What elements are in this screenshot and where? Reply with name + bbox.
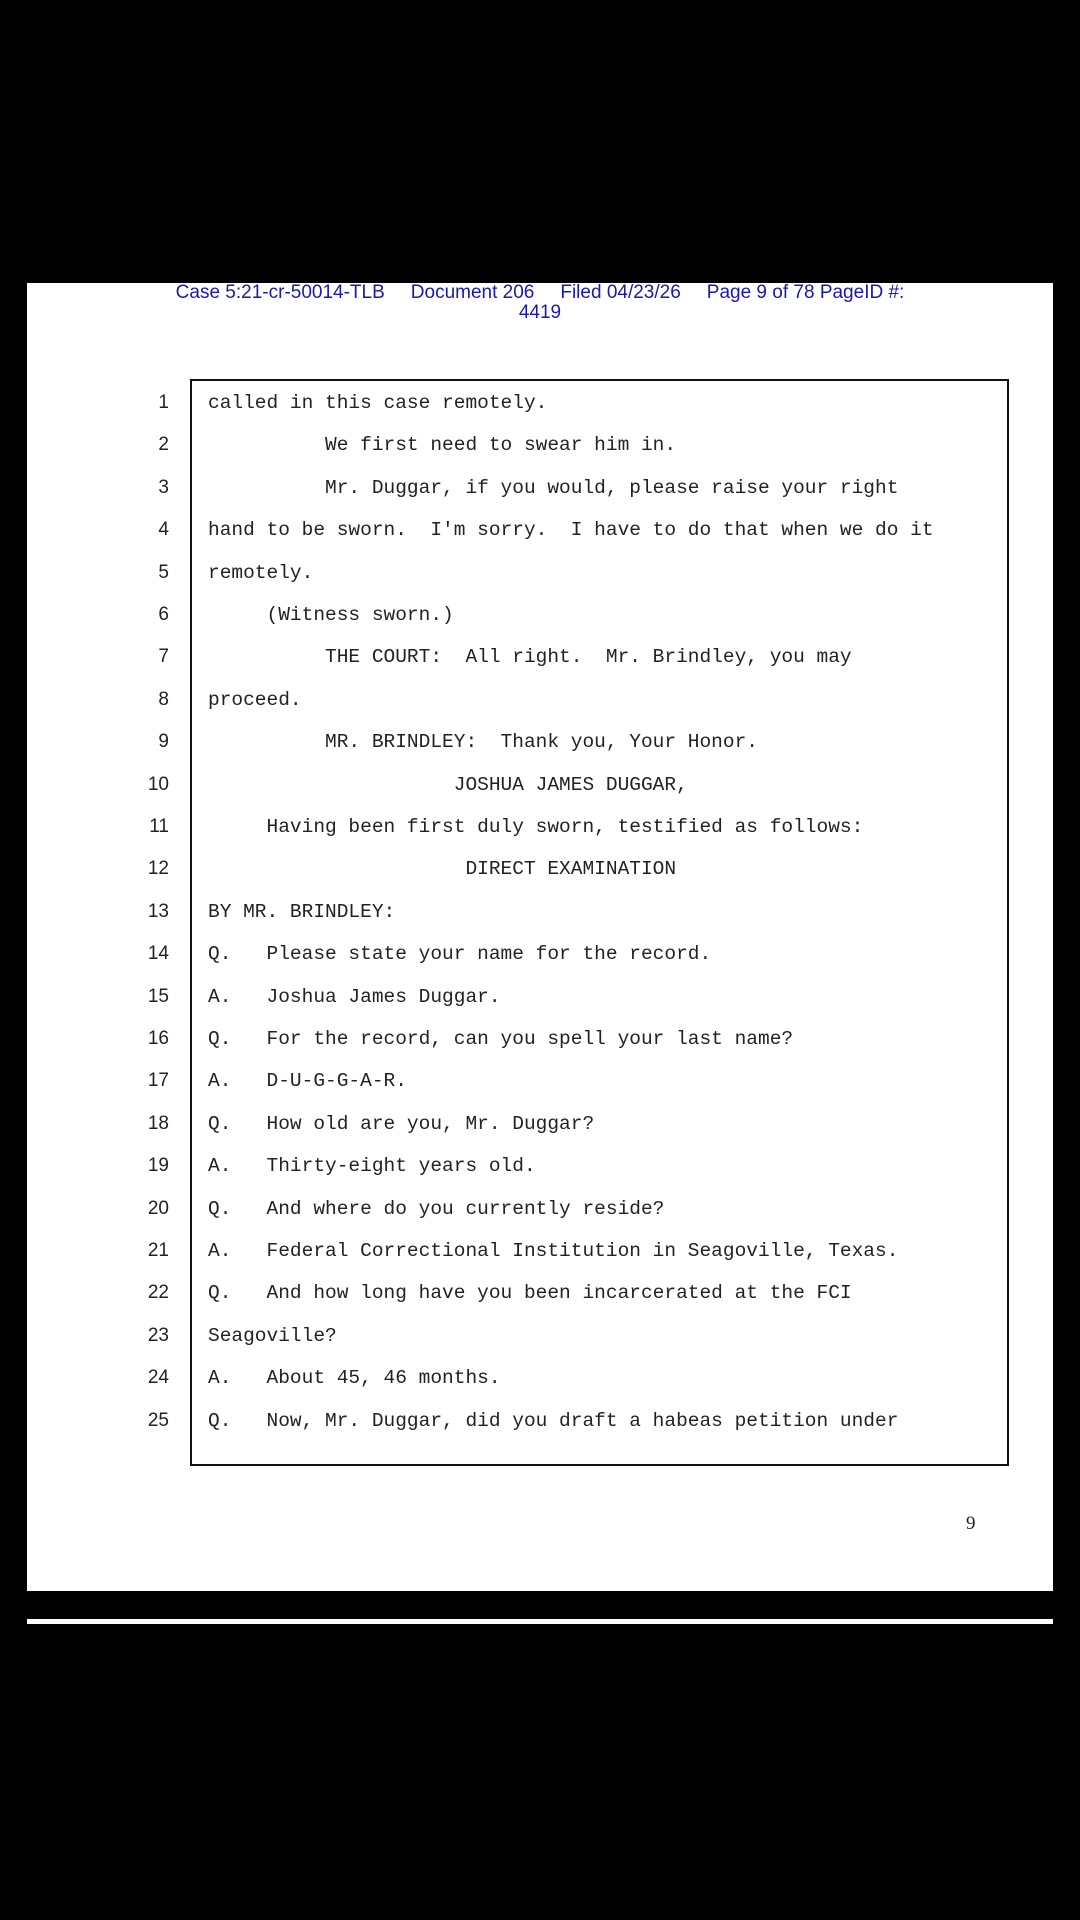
line-number: 24 <box>147 1367 169 1388</box>
line-number: 3 <box>158 477 169 498</box>
line-number: 2 <box>158 434 169 455</box>
line-number: 15 <box>147 986 169 1007</box>
line-number: 13 <box>147 901 169 922</box>
transcript-line: A. About 45, 46 months. <box>208 1367 501 1389</box>
line-number: 19 <box>147 1155 169 1176</box>
line-number: 1 <box>158 392 169 413</box>
document-page <box>27 283 1053 1591</box>
line-number: 9 <box>158 731 169 752</box>
line-number: 4 <box>158 519 169 540</box>
header-line <box>27 283 1053 303</box>
transcript-line: A. Joshua James Duggar. <box>208 986 501 1008</box>
transcript-line: JOSHUA JAMES DUGGAR, <box>208 774 688 796</box>
transcript-line: (Witness sworn.) <box>208 604 454 626</box>
transcript-line: A. Federal Correctional Institution in Seagoville, Texas. <box>208 1240 899 1262</box>
transcript-line: MR. BRINDLEY: Thank you, Your Honor. <box>208 731 758 753</box>
transcript-line: Seagoville? <box>208 1325 337 1347</box>
line-number: 11 <box>149 816 169 837</box>
transcript-line: THE COURT: All right. Mr. Brindley, you may <box>208 646 852 668</box>
transcript-line: remotely. <box>208 562 314 584</box>
transcript-line: Q. For the record, can you spell your last name? <box>208 1028 794 1050</box>
line-number: 23 <box>147 1325 169 1346</box>
transcript-line: proceed. <box>208 689 302 711</box>
transcript-line: Q. And where do you currently reside? <box>208 1198 665 1220</box>
page-info: Page 9 of 78 PageID #: <box>706 282 905 303</box>
line-number: 10 <box>147 774 169 795</box>
transcript-line: called in this case remotely. <box>208 392 548 414</box>
line-number: 5 <box>158 562 169 583</box>
line-number: 6 <box>158 604 169 625</box>
line-number: 22 <box>147 1282 169 1303</box>
transcript-line: DIRECT EXAMINATION <box>208 858 677 880</box>
line-number: 12 <box>147 858 169 879</box>
transcript-line: Mr. Duggar, if you would, please raise your right <box>208 477 899 499</box>
line-number: 7 <box>158 646 169 667</box>
transcript-line: Q. And how long have you been incarcerated at the FCI <box>208 1282 852 1304</box>
page-number: 9 <box>966 1513 976 1534</box>
line-number: 18 <box>147 1113 169 1134</box>
transcript-line: Q. Now, Mr. Duggar, did you draft a habeas petition under <box>208 1410 899 1432</box>
line-number: 21 <box>147 1240 169 1261</box>
page-id: 4419 <box>518 302 562 323</box>
line-number: 8 <box>158 689 169 710</box>
transcript-line: We first need to swear him in. <box>208 434 677 456</box>
line-number: 25 <box>147 1410 169 1431</box>
transcript-line: Q. Please state your name for the record. <box>208 943 712 965</box>
line-number: 16 <box>147 1028 169 1049</box>
transcript-line: A. Thirty-eight years old. <box>208 1155 536 1177</box>
transcript-line: BY MR. BRINDLEY: <box>208 901 396 923</box>
filed-date: Filed 04/23/26 <box>560 282 681 303</box>
transcript-line: A. D-U-G-G-A-R. <box>208 1070 407 1092</box>
transcript-line: Q. How old are you, Mr. Duggar? <box>208 1113 595 1135</box>
case-number: Case 5:21-cr-50014-TLB <box>175 282 385 303</box>
page-divider <box>27 1619 1053 1624</box>
line-number: 14 <box>147 943 169 964</box>
line-number: 20 <box>147 1198 169 1219</box>
document-number: Document 206 <box>410 282 535 303</box>
line-number: 17 <box>147 1070 169 1091</box>
transcript-line: hand to be sworn. I'm sorry. I have to do that when we do it <box>208 519 934 541</box>
transcript-line: Having been first duly sworn, testified as follows: <box>208 816 864 838</box>
